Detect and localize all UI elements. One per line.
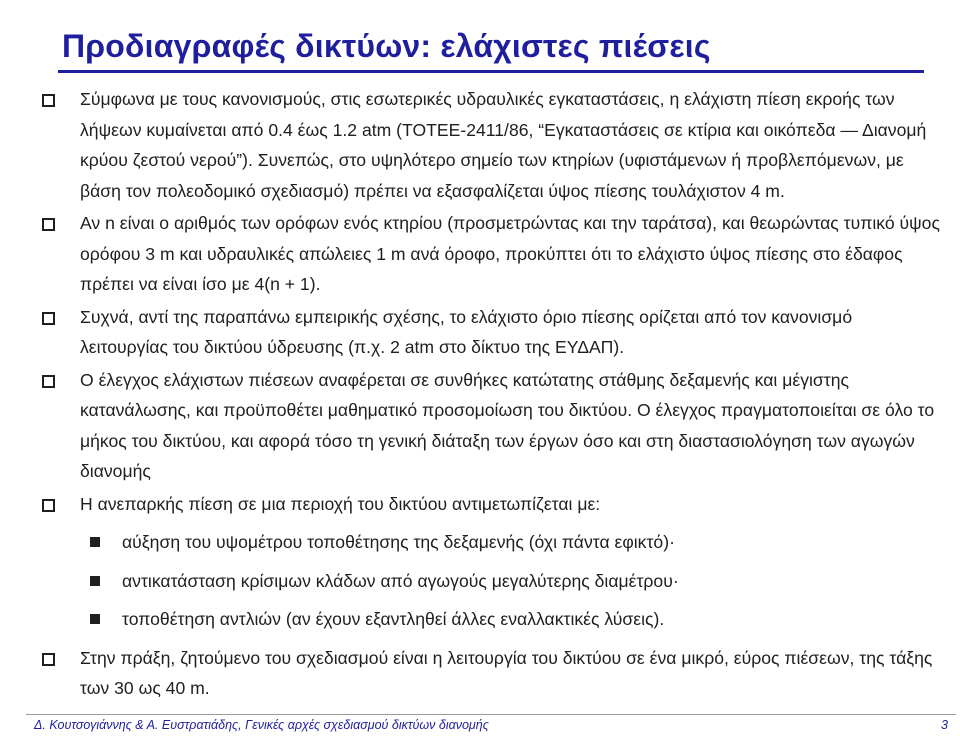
hollow-square-bullet-icon	[42, 94, 55, 107]
bullet-text: Συχνά, αντί της παραπάνω εμπειρικής σχέσης, το ελάχιστο όριο πίεσης ορίζεται από τον κανονισμό λειτουργίας του δικτύου ύδρευσης (π.χ. 2 atm στο δίκτυο της ΕΥΔΑΠ).	[80, 306, 853, 357]
hollow-square-bullet-icon	[42, 312, 55, 325]
footer-citation: Δ. Κουτσογιάννης & Α. Ευστρατιάδης, Γενικές αρχές σχεδιασμού δικτύων διανομής	[34, 718, 489, 732]
footer-divider	[26, 714, 956, 715]
hollow-square-bullet-icon	[42, 375, 55, 388]
bullet-text: Αν n είναι ο αριθμός των ορόφων ενός κτηρίου (προσμετρώντας και την ταράτσα), και θεωρώντας τυπικό ύψος ορόφου 3 m και υδραυλικές απώλειες 1 m ανά όροφο, προκύπτει ότι το ελάχιστο ύψος πίεσης στο έδαφος πρέπει να είναι ίσο με 4(n + 1).	[80, 213, 940, 294]
bullet-item	[42, 84, 942, 206]
sub-bullet-text: αύξηση του υψομέτρου τοποθέτησης της δεξαμενής (όχι πάντα εφικτό)·	[122, 532, 675, 552]
bullet-item	[42, 302, 942, 363]
hollow-square-bullet-icon	[42, 653, 55, 666]
page-number: 3	[941, 718, 948, 732]
filled-square-bullet-icon	[90, 614, 100, 624]
bullet-text: Ο έλεγχος ελάχιστων πιέσεων αναφέρεται σε συνθήκες κατώτατης στάθμης δεξαμενής και μέγιστης κατανάλωσης, και προϋποθέτει μαθηματικό προσομοίωση του δικτύου. Ο έλεγχος πραγματοποιείται σε όλο το μήκος του δικτύου, και αφορά τόσο τη γενική διάταξη των έργων όσο και στη διαστασιολόγηση των αγωγών διανομής	[80, 369, 935, 481]
hollow-square-bullet-icon	[42, 218, 55, 231]
sub-bullet-item	[42, 604, 942, 635]
filled-square-bullet-icon	[90, 537, 100, 547]
slide-title: Προδιαγραφές δικτύων: ελάχιστες πιέσεις	[62, 28, 711, 64]
hollow-square-bullet-icon	[42, 499, 55, 512]
bullet-item	[42, 208, 942, 300]
slide-content	[42, 84, 942, 706]
title-underline	[58, 70, 924, 73]
sub-bullet-text: αντικατάσταση κρίσιμων κλάδων από αγωγούς μεγαλύτερης διαμέτρου·	[122, 570, 679, 591]
bullet-text: Στην πράξη, ζητούμενο του σχεδιασμού είναι η λειτουργία του δικτύου σε ένα μικρό, εύρος πιέσεων, της τάξης των 30 ως 40 m.	[80, 647, 933, 698]
bullet-text: Σύμφωνα με τους κανονισμούς, στις εσωτερικές υδραυλικές εγκαταστάσεις, η ελάχιστη πίεση εκροής των λήψεων κυμαίνεται από 0.4 έως 1.2 atm (ΤΟΤΕΕ-2411/86, “Εγκαταστάσεις σε κτίρια και οικόπεδα — Διανομή κρύου ζεστού νερού”). Συνεπώς, στο υψηλότερο σημείο των κτηρίων (υφιστάμενων ή προβλεπόμενων, με βάση τον πολεοδομικό σχεδιασμό) πρέπει να εξασφαλίζεται ύψος πίεσης τουλάχιστον 4 m.	[80, 89, 927, 201]
bullet-text: Η ανεπαρκής πίεση σε μια περιοχή του δικτύου αντιμετωπίζεται με:	[80, 493, 601, 514]
bullet-item	[42, 365, 942, 487]
sub-bullet-item	[42, 527, 942, 558]
bullet-item	[42, 643, 942, 704]
bullet-item	[42, 489, 942, 520]
sub-bullet-text: τοποθέτηση αντλιών (αν έχουν εξαντληθεί άλλες εναλλακτικές λύσεις).	[122, 609, 665, 629]
sub-bullet-item	[42, 566, 942, 597]
filled-square-bullet-icon	[90, 576, 100, 586]
